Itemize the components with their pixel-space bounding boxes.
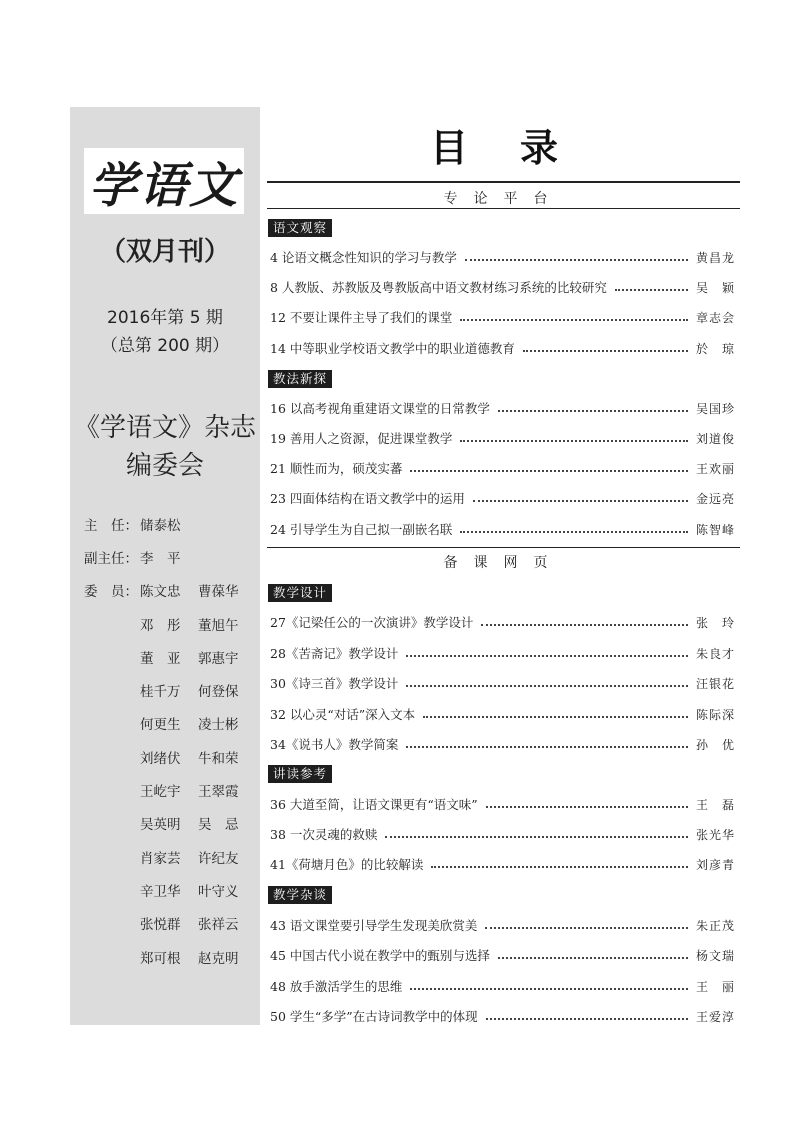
entry-title: 12 不要让课件主导了我们的课堂	[270, 310, 453, 325]
staff-row	[84, 640, 260, 673]
staff-name: 刘绪伏	[140, 750, 181, 767]
toc-entry[interactable]	[270, 734, 740, 754]
staff-row	[84, 840, 260, 873]
entry-author: 章志会	[696, 310, 736, 325]
toc-entry[interactable]	[270, 277, 740, 297]
staff-row	[84, 807, 260, 840]
staff-name: 曹葆华	[198, 584, 239, 601]
toc-entry[interactable]	[270, 247, 740, 267]
toc-entry[interactable]	[270, 794, 740, 814]
leader-dots	[406, 685, 688, 687]
staff-role: 主 任：	[84, 517, 138, 534]
entry-title: 36 大道至简，让语文课更有“语文味”	[270, 797, 478, 812]
entry-title: 38 一次灵魂的救赎	[270, 827, 378, 842]
entry-title: 4 论语文概念性知识的学习与教学	[270, 250, 457, 265]
category-label: 教学杂谈	[268, 886, 332, 904]
toc-entry[interactable]	[270, 519, 740, 539]
leader-dots	[385, 836, 688, 838]
staff-name: 赵克明	[198, 950, 239, 967]
entry-author: 朱正茂	[696, 918, 736, 933]
toc-entry[interactable]	[270, 458, 740, 478]
leader-dots	[410, 470, 688, 472]
entry-author: 王 丽	[696, 979, 736, 994]
staff-row	[84, 773, 260, 806]
page-title: 目录	[430, 126, 611, 170]
leader-dots	[486, 1018, 688, 1020]
staff-name: 桂千万	[140, 684, 181, 701]
section-header: 备课网页	[443, 555, 564, 571]
toc-entry[interactable]	[270, 428, 740, 448]
toc-entry[interactable]	[270, 824, 740, 844]
title-rule	[267, 181, 740, 183]
staff-name: 肖家芸	[140, 850, 181, 867]
staff-name: 张祥云	[198, 917, 239, 934]
entry-title: 28《苦斋记》教学设计	[270, 646, 399, 661]
staff-name: 许纪友	[198, 850, 239, 867]
entry-author: 黄昌龙	[696, 250, 736, 265]
leader-dots	[498, 957, 688, 959]
entry-author: 朱良才	[696, 646, 736, 661]
staff-list	[84, 507, 260, 973]
leader-dots	[523, 350, 688, 352]
leader-dots	[615, 289, 688, 291]
staff-name: 董 亚	[140, 650, 181, 667]
staff-name: 牛和荣	[198, 750, 239, 767]
entry-author: 吴 颖	[696, 280, 736, 295]
entry-author: 王 磊	[696, 797, 736, 812]
entry-title: 24 引导学生为自己拟一副嵌名联	[270, 522, 453, 537]
entry-author: 张 玲	[696, 615, 736, 630]
staff-row	[84, 540, 260, 573]
toc-entry[interactable]	[270, 704, 740, 724]
entry-author: 刘彦青	[696, 857, 736, 872]
entry-title: 50 学生“多学”在古诗词教学中的体现	[270, 1009, 478, 1024]
staff-name: 吴英明	[140, 817, 181, 834]
staff-row	[84, 507, 260, 540]
section-rule	[267, 547, 740, 548]
staff-name: 何更生	[140, 717, 181, 734]
board-title-line2: 编委会	[125, 451, 204, 481]
entry-author: 汪银花	[696, 676, 736, 691]
toc-entry[interactable]	[270, 976, 740, 996]
entry-author: 孙 优	[696, 737, 736, 752]
logo-text: 学语文	[88, 157, 239, 214]
entry-author: 王爱淳	[696, 1009, 736, 1024]
category-label: 教学设计	[268, 584, 332, 602]
board-title-line1: 《学语文》杂志	[73, 413, 256, 443]
toc-entry[interactable]	[270, 643, 740, 663]
leader-dots	[460, 319, 688, 321]
category-label: 教法新探	[268, 370, 332, 388]
toc-entry[interactable]	[270, 307, 740, 327]
staff-name: 李 平	[140, 550, 181, 567]
entry-author: 张光华	[696, 827, 736, 842]
issue-number: 2016年第 5 期	[107, 308, 223, 328]
leader-dots	[481, 624, 688, 626]
staff-name: 储泰松	[140, 517, 181, 534]
staff-name: 邓 彤	[140, 617, 181, 634]
leader-dots	[423, 716, 688, 718]
staff-row	[84, 707, 260, 740]
entry-author: 王欢丽	[696, 461, 736, 476]
entry-title: 23 四面体结构在语文教学中的运用	[270, 491, 465, 506]
entry-author: 金远亮	[696, 491, 736, 506]
staff-name: 辛卫华	[140, 883, 181, 900]
leader-dots	[406, 746, 688, 748]
entry-title: 41《荷塘月色》的比较解读	[270, 857, 424, 872]
magazine-logo	[84, 148, 244, 214]
staff-name: 张悦群	[140, 917, 181, 934]
entry-title: 34《说书人》教学简案	[270, 737, 399, 752]
staff-row	[84, 740, 260, 773]
staff-role: 副主任：	[84, 550, 138, 567]
staff-name: 王翠霞	[198, 784, 239, 801]
category-label: 语文观察	[268, 219, 332, 237]
staff-row	[84, 607, 260, 640]
frequency-label: （双月刊）	[99, 237, 230, 267]
staff-row	[84, 873, 260, 906]
entry-title: 43 语文课堂要引导学生发现美欣赏美	[270, 918, 478, 933]
leader-dots	[431, 866, 688, 868]
entry-author: 刘道俊	[696, 431, 736, 446]
leader-dots	[498, 410, 688, 412]
entry-title: 32 以心灵“对话”深入文本	[270, 707, 416, 722]
issue-total: （总第 200 期）	[100, 336, 230, 356]
leader-dots	[486, 806, 688, 808]
entry-title: 27《记梁任公的一次演讲》教学设计	[270, 615, 474, 630]
staff-name: 叶守义	[198, 883, 239, 900]
staff-name: 董旭午	[198, 617, 239, 634]
toc-entry[interactable]	[270, 338, 740, 358]
staff-row	[84, 574, 260, 607]
toc-entry[interactable]	[270, 612, 740, 632]
entry-title: 16 以高考视角重建语文课堂的日常教学	[270, 401, 490, 416]
section-header: 专论平台	[443, 191, 564, 207]
entry-author: 陈智峰	[696, 522, 736, 537]
leader-dots	[406, 655, 688, 657]
entry-title: 45 中国古代小说在教学中的甄别与选择	[270, 948, 490, 963]
staff-name: 郭惠宇	[198, 650, 239, 667]
toc-entry[interactable]	[270, 1006, 740, 1026]
entry-title: 8 人教版、苏教版及粤教版高中语文教材练习系统的比较研究	[270, 280, 607, 295]
entry-title: 48 放手激活学生的思维	[270, 979, 403, 994]
entry-author: 陈际深	[696, 707, 736, 722]
entry-title: 30《诗三首》教学设计	[270, 676, 399, 691]
staff-row	[84, 940, 260, 973]
staff-name: 郑可根	[140, 950, 181, 967]
leader-dots	[465, 259, 688, 261]
leader-dots	[485, 927, 688, 929]
entry-title: 21 顺性而为，硕茂实蕃	[270, 461, 403, 476]
staff-name: 凌士彬	[198, 717, 239, 734]
leader-dots	[460, 440, 688, 442]
toc-entry[interactable]	[270, 673, 740, 693]
entry-title: 19 善用人之资源，促进课堂教学	[270, 431, 453, 446]
entry-title: 14 中等职业学校语文教学中的职业道德教育	[270, 341, 515, 356]
toc-entry[interactable]	[270, 915, 740, 935]
sidebar-panel	[70, 107, 260, 1025]
entry-author: 於 琼	[696, 341, 736, 356]
leader-dots	[410, 988, 688, 990]
entry-author: 吴国珍	[696, 401, 736, 416]
category-label: 讲读参考	[268, 765, 332, 783]
entry-author: 杨文瑞	[696, 948, 736, 963]
staff-row	[84, 673, 260, 706]
toc-entry[interactable]	[270, 945, 740, 965]
staff-row	[84, 907, 260, 940]
staff-name: 吴 忌	[198, 817, 239, 834]
staff-name: 王屹宇	[140, 784, 181, 801]
toc-entry[interactable]	[270, 488, 740, 508]
toc-entry[interactable]	[270, 854, 740, 874]
staff-name: 何登保	[198, 684, 239, 701]
toc-entry[interactable]	[270, 398, 740, 418]
leader-dots	[460, 531, 688, 533]
leader-dots	[473, 500, 688, 502]
section-rule	[267, 208, 740, 209]
staff-name: 陈文忠	[140, 584, 181, 601]
staff-role: 委 员：	[84, 584, 138, 601]
